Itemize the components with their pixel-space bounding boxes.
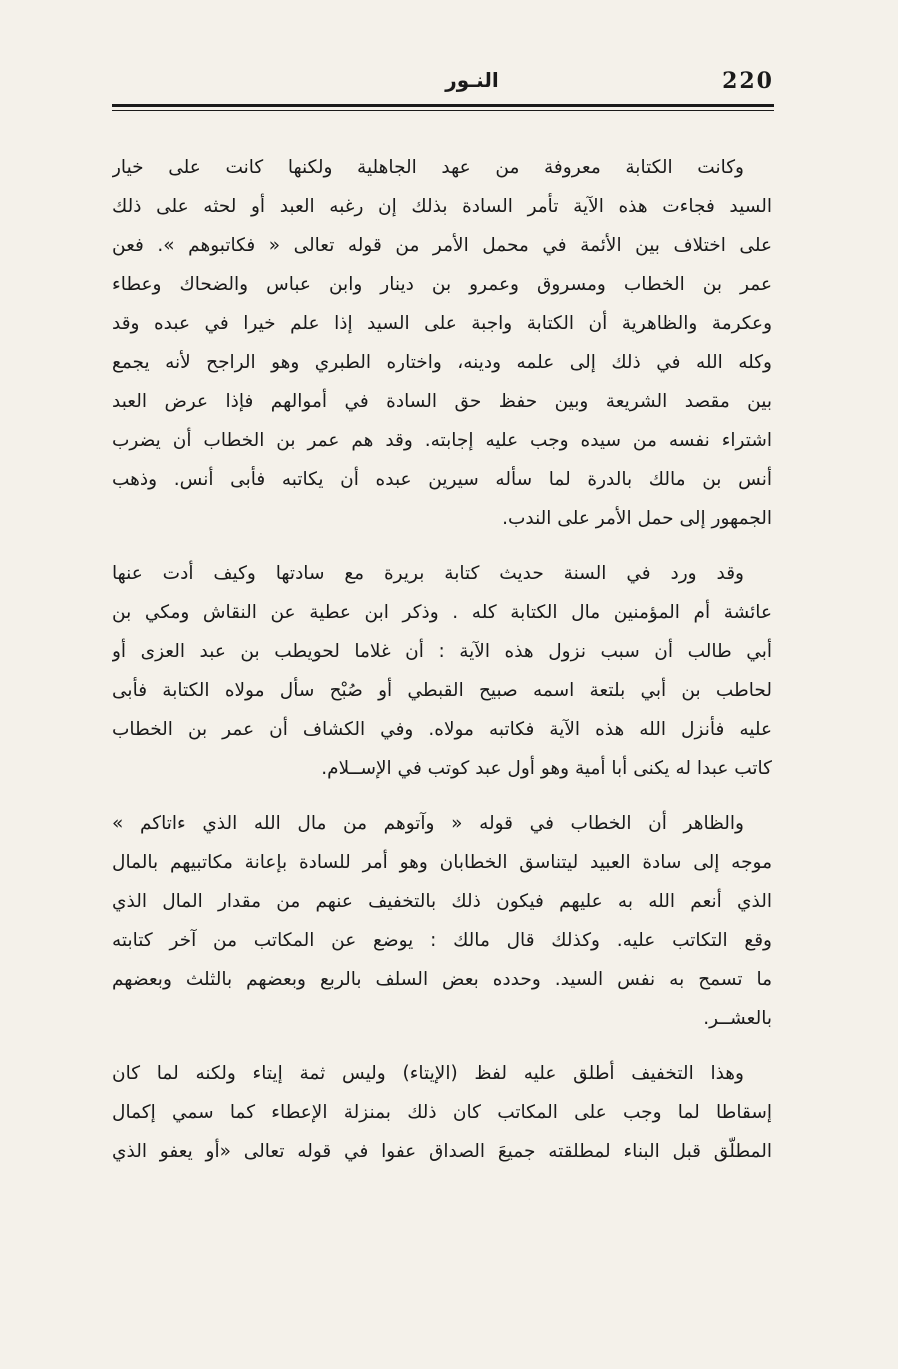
text-line: وكله الله في ذلك إلى علمه ودينه، واختاره الطبري وهو الراجح لأنه يجمع — [112, 352, 772, 373]
text-line: ما تسمح به نفس السيد. وحدده بعض السلف بالربع وبعضهم بالثلث وبعضهم — [112, 969, 772, 990]
text-line: وكانت الكتابة معروفة من عهد الجاهلية ولكنها كانت على خيار — [112, 157, 744, 178]
running-title: النـور — [445, 68, 499, 92]
header-rule-thin — [112, 110, 774, 111]
text-line: كاتب عبدا له يكنى أبا أمية وهو أول عبد كوتب في الإســلام. — [321, 758, 772, 779]
page-number: 220 — [722, 68, 774, 94]
text-line: الذي أنعم الله به عليهم فيكون ذلك بالتخفيف عنهم من مقدار المال الذي — [112, 891, 772, 912]
text-line: عليه فأنزل الله هذه الآية فكاتبه مولاه. وفي الكشاف أن عمر بن الخطاب — [112, 719, 772, 740]
paragraph-1 — [112, 148, 772, 538]
text-line: عائشة أم المؤمنين مال الكتابة كله . وذكر ابن عطية عن النقاش ومكي بن — [112, 602, 772, 623]
text-line: على اختلاف بين الأئمة في محمل الأمر من قوله تعالى « فكاتبوهم ». فعن — [112, 235, 772, 256]
text-line: لحاطب بن أبي بلتعة اسمه صبيح القبطي أو صُبْح سأل مولاه الكتابة فأبى — [112, 680, 772, 701]
text-line: والظاهر أن الخطاب في قوله « وآتوهم من مال الله الذي ءاتاكم » — [112, 813, 744, 834]
text-line: بالعشــر. — [703, 1008, 772, 1029]
page-header — [112, 60, 774, 100]
text-line: وقد ورد في السنة حديث كتابة بريرة مع سادتها وكيف أدت عنها — [112, 563, 744, 584]
text-line: اشتراء نفسه من سيده وجب عليه إجابته. وقد هم عمر بن الخطاب أن يضرب — [112, 430, 772, 451]
text-line: السيد فجاءت هذه الآية تأمر السادة بذلك إن رغبه العبد أو لحثه على ذلك — [112, 196, 772, 217]
paragraph-3 — [112, 804, 772, 1038]
header-rule-thick — [112, 104, 774, 107]
text-line: المطلّق قبل البناء لمطلقته جميعَ الصداق عفوا في قوله تعالى «أو يعفو الذي — [112, 1141, 772, 1162]
text-line: وهذا التخفيف أطلق عليه لفظ (الإيتاء) وليس ثمة إيتاء ولكنه لما كان — [112, 1063, 744, 1084]
text-line: وعكرمة والظاهرية أن الكتابة واجبة على السيد إذا علم خيرا في عبده وقد — [112, 313, 772, 334]
text-line: بين مقصد الشريعة وبين حفظ حق السادة في أموالهم فإذا عرض العبد — [112, 391, 772, 412]
paragraph-2 — [112, 554, 772, 788]
text-line: عمر بن الخطاب ومسروق وعمرو بن دينار وابن عباس والضحاك وعطاء — [112, 274, 772, 295]
text-line: أنس بن مالك بالدرة لما سأله سيرين عبده أن يكاتبه فأبى أنس. وذهب — [112, 469, 772, 490]
text-line: الجمهور إلى حمل الأمر على الندب. — [502, 508, 772, 529]
text-line: أبي طالب أن سبب نزول هذه الآية : أن غلاما لحويطب بن عبد العزى أو — [112, 641, 772, 662]
text-line: موجه إلى سادة العبيد ليتناسق الخطابان وهو أمر للسادة بإعانة مكاتبيهم بالمال — [112, 852, 772, 873]
body-text — [112, 148, 772, 1171]
text-line: وقع التكاتب عليه. وكذلك قال مالك : يوضع عن المكاتب من آخر كتابته — [112, 930, 772, 951]
text-line: إسقاطا لما وجب على المكاتب كان ذلك بمنزلة الإعطاء كما سمي إكمال — [112, 1102, 772, 1123]
paragraph-4 — [112, 1054, 772, 1171]
